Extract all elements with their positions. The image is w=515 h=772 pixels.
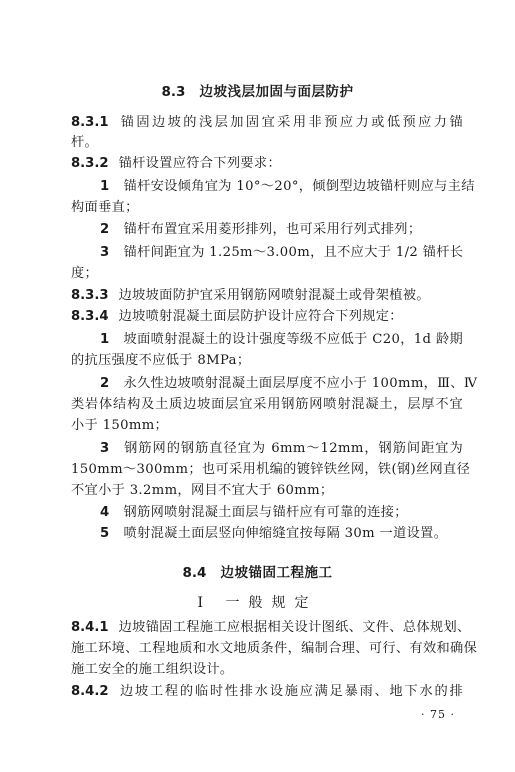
item-text: 坡面喷射混凝土的设计强度等级不应低于 C20，1d 龄期 xyxy=(123,332,463,347)
item-8-3-2-1-line-1 xyxy=(100,177,475,197)
item-8-3-4-1-line-1 xyxy=(100,330,463,350)
item-text: 喷射混凝土面层竖向伸缩缝宜按每隔 30m 一道设置。 xyxy=(123,526,448,541)
item-number: 5 xyxy=(100,526,110,541)
item-number: 2 xyxy=(100,222,110,237)
item-8-3-4-3-line-3: 不宜小于 3.2mm，网目不宜大于 60mm； xyxy=(71,483,334,498)
subsection-heading: Ⅰ 一般规定 xyxy=(197,595,318,611)
item-text: 钢筋网喷射混凝土面层与锚杆应有可靠的连接； xyxy=(123,505,408,520)
section-heading-8-4 xyxy=(0,561,515,581)
item-8-3-4-3-line-2: 150mm～300mm；也可采用机编的镀锌铁丝网，铁(钢)丝网直径 xyxy=(71,462,471,477)
item-8-3-4-2-line-3: 小于 150mm； xyxy=(71,418,169,433)
item-8-3-4-1-line-2: 的抗压强度不应低于 8MPa； xyxy=(71,353,251,368)
clause-8-4-1-line-1 xyxy=(71,618,471,638)
clause-text: 锚固边坡的浅层加固宜采用非预应力或低预应力锚 xyxy=(118,115,463,130)
item-text: 锚杆间距宜为 1.25m～3.00m，且不应大于 1/2 锚杆长 xyxy=(123,245,464,260)
item-number: 3 xyxy=(100,245,110,260)
item-8-3-4-5 xyxy=(100,524,463,544)
clause-8-3-1-line-2: 杆。 xyxy=(71,135,99,150)
clause-number: 8.4.1 xyxy=(71,620,109,635)
item-8-3-2-1-line-2: 构面垂直； xyxy=(71,200,139,215)
clause-8-3-2 xyxy=(71,154,463,174)
clause-8-3-4 xyxy=(71,307,463,327)
clause-text: 边坡喷射混凝土面层防护设计应符合下列规定： xyxy=(118,309,403,324)
clause-text: 边坡工程的临时性排水设施应满足暴雨、地下水的排 xyxy=(118,684,463,699)
section-heading-8-3 xyxy=(0,80,515,100)
section-title: 边坡浅层加固与面层防护 xyxy=(199,84,354,100)
item-8-3-2-2 xyxy=(100,220,463,240)
clause-number: 8.4.2 xyxy=(71,684,109,699)
item-8-3-4-2-line-1 xyxy=(100,374,478,394)
item-text: 永久性边坡喷射混凝土面层厚度不应小于 100mm，Ⅲ、Ⅳ xyxy=(123,376,478,391)
clause-number: 8.3.1 xyxy=(71,115,109,130)
clause-text: 锚杆设置应符合下列要求： xyxy=(118,156,282,171)
item-number: 3 xyxy=(100,441,110,456)
item-8-3-2-3-line-1 xyxy=(100,243,463,263)
page-number: · 75 · xyxy=(421,708,455,721)
item-text: 锚杆布置宜采用菱形排列，也可采用行列式排列； xyxy=(123,222,422,237)
item-number: 4 xyxy=(100,505,110,520)
item-8-3-4-3-line-1 xyxy=(100,439,463,459)
clause-8-4-1-line-3: 施工安全的施工组织设计。 xyxy=(71,662,234,677)
clause-number: 8.3.4 xyxy=(71,309,109,324)
item-8-3-4-2-line-2: 类岩体结构及土质边坡面层宜采用钢筋网喷射混凝土，层厚不宜 xyxy=(71,397,463,412)
clause-text: 边坡坡面防护宜采用钢筋网喷射混凝土或骨架植被。 xyxy=(118,288,430,303)
item-8-3-2-3-line-2: 度； xyxy=(71,266,99,281)
clause-number: 8.3.2 xyxy=(71,156,109,171)
clause-8-4-1-line-2: 施工环境、工程地质和水文地质条件，编制合理、可行、有效和确保 xyxy=(71,641,478,656)
item-number: 2 xyxy=(100,376,110,391)
clause-number: 8.3.3 xyxy=(71,288,109,303)
clause-text: 边坡锚固工程施工应根据相关设计图纸、文件、总体规划、 xyxy=(118,620,471,635)
item-text: 锚杆安设倾角宜为 10°～20°，倾倒型边坡锚杆则应与主结 xyxy=(123,179,475,194)
clause-8-4-2-line-1 xyxy=(71,682,463,702)
clause-8-3-3 xyxy=(71,286,463,306)
section-title: 边坡锚固工程施工 xyxy=(220,565,333,581)
clause-8-3-1-line-1 xyxy=(71,113,463,133)
item-text: 钢筋网的钢筋直径宜为 6mm～12mm，钢筋间距宜为 xyxy=(123,441,463,456)
item-number: 1 xyxy=(100,179,110,194)
section-number: 8.4 xyxy=(182,565,207,581)
item-8-3-4-4 xyxy=(100,503,463,523)
section-number: 8.3 xyxy=(161,84,186,100)
item-number: 1 xyxy=(100,332,110,347)
